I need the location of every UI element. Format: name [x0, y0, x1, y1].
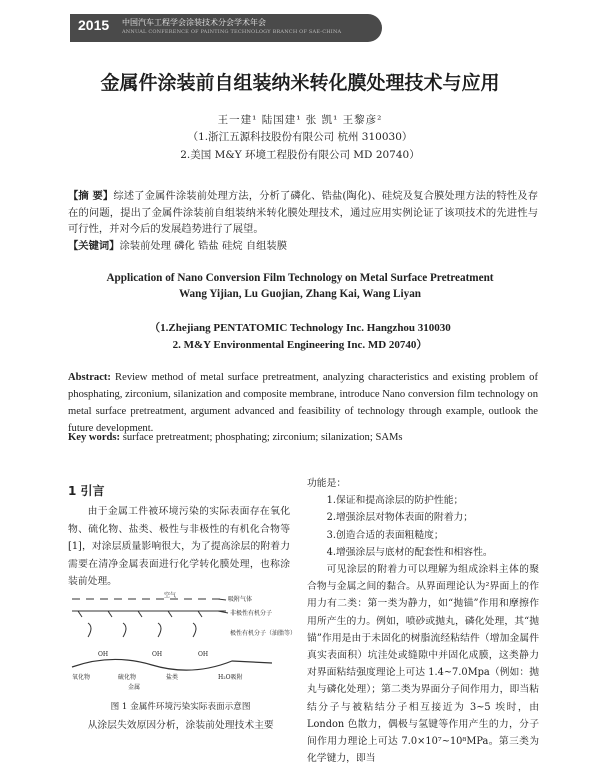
function-item-4: 4.增强涂层与底材的配套性和相容性。	[326, 546, 493, 558]
abstract-cn-text: 综述了金属件涂装前处理方法，分析了磷化、锆盐(陶化)、硅烷及复合膜处理方法的特性及存在的问题，提出了金属件涂装前自组装纳米转化膜处理技术，通过应用实例论证了该项技术的先进性与可行性，并对今后的发展趋势进行了展望。	[68, 190, 538, 235]
right-column	[307, 475, 539, 767]
authors-en: Wang Yijian, Lu Guojian, Zhang Kai, Wang Liyan	[178, 288, 422, 300]
fig-pointer-gas	[218, 599, 226, 600]
abstract-cn-label: 【摘 要】	[68, 190, 114, 202]
keywords-en-label: Key words:	[68, 432, 121, 443]
fig-nonpolar-molecules	[78, 611, 202, 617]
surface-contamination-figure	[68, 589, 297, 691]
fig-label-adsorbed-gas: 吸附气体	[228, 596, 253, 603]
fig-label-polar: 极性有机分子（油脂等）	[230, 630, 297, 637]
affiliations-en	[0, 320, 600, 354]
intro-paragraph: 由于金属工件被环境污染的实际表面存在氧化物、硫化物、盐类、极性与非极性的有机化合物等[1]，对涂层质量影响很大，为了提高涂层的附着力需要在清净金属表面进行化学转化膜处理，也称涂装前处理。	[68, 506, 290, 587]
figure-caption: 图 1 金属件环境污染实际表面示意图	[110, 702, 251, 712]
fig-label-sulfide: 硫化物	[118, 674, 137, 681]
abstract-cn	[68, 188, 538, 254]
header-conference-name-en: ANNUAL CONFERENCE OF PAINTING TECHNOLOGY BRANCH OF SAE-CHINA	[122, 29, 342, 35]
paper-title: 金属件涂装前自组装纳米转化膜处理技术与应用	[100, 72, 500, 94]
fig-label-oh-2: OH	[152, 651, 163, 658]
affiliation-en-1: （1.Zhejiang PENTATOMIC Technology Inc. Hangzhou 310030	[149, 322, 451, 334]
fig-label-oh-3: OH	[198, 651, 209, 658]
affiliation-en-2: 2. M&Y Environmental Engineering Inc. MD 20740）	[172, 339, 428, 351]
function-item-3: 3.创造合适的表面粗糙度；	[326, 529, 444, 541]
function-item-2: 2.增强涂层对物体表面的附着力；	[326, 512, 474, 524]
fig-label-oxide: 氧化物	[72, 674, 91, 681]
fig-label-air: 空气	[164, 592, 177, 599]
section-heading-intro: 1 引言	[68, 484, 105, 498]
function-item-1: 1.保证和提高涂层的防护性能；	[326, 495, 464, 507]
paper-title-en	[0, 270, 600, 302]
title-en: Application of Nano Conversion Film Technology on Metal Surface Pretreatment	[106, 272, 494, 284]
fig-label-water: H₂O吸附	[218, 674, 243, 681]
fig-label-nonpolar: 非极性有机分子	[230, 610, 273, 617]
conference-header-banner	[70, 14, 382, 42]
header-conference-name: 中国汽车工程学会涂装技术分会学术年会	[122, 18, 266, 27]
fig-label-salt: 盐类	[166, 674, 179, 681]
adhesion-paragraph: 可见涂层的附着力可以理解为组成涂料主体的聚合物与金属之间的黏合。从界面理论认为²界面上的作用力有二类：第一类为静力，如“抛锚”作用和摩擦作用所产生的力。例如，喷砂或抛丸，磷化处理，其“抛锚”作用是由于未固化的树脂流经粘结件（增加金属件真实表面积）坑洼处或缝隙中并固化成膜，这类静力对界面粘结强度理论上可达 1.4~7.0Mpa（例如：抛丸与磷化处理）；第二类为界面分子间作用力，即当粘结分子与被粘结分子相互接近为 3~5 埃时，由 London 色散力，偶极与氢键等作用产生的力，分子间作用力理论上可达 7.0×10⁷~10⁸MPa。第三类为化学键力，即当	[307, 564, 539, 765]
header-year: 2015	[78, 17, 110, 33]
fig-label-metal: 金属	[128, 684, 141, 691]
keywords-cn-text: 涂装前处理 磷化 锆盐 硅烷 自组装膜	[119, 239, 288, 252]
abstract-en-label: Abstract:	[68, 372, 111, 383]
keywords-en-text: surface pretreatment; phosphating; zirconium; silanization; SAMs	[122, 432, 403, 443]
fig-polar-molecules	[88, 623, 196, 637]
keywords-cn-label: 【关键词】	[68, 239, 120, 252]
fig-surface-line	[72, 659, 272, 670]
affiliation-2: 2.美国 M&Y 环境工程股份有限公司 MD 20740）	[180, 149, 420, 161]
keywords-en	[68, 432, 538, 443]
authors: 王一建¹ 陆国建¹ 张 凯¹ 王黎彦²	[217, 114, 383, 126]
left-column-continued: 从涂层失效原因分析，涂装前处理技术主要	[87, 720, 274, 731]
right-col-lead: 功能是：	[307, 478, 347, 489]
affiliation-1: （1.浙江五源科技股份有限公司 杭州 310030）	[187, 131, 413, 143]
fig-label-oh-1: OH	[98, 651, 109, 658]
abstract-en	[68, 369, 538, 437]
abstract-en-text: Review method of metal surface pretreatment, analyzing characteristics and existing problem of phosphating, zirconium, silanization and composite membrane, introduce Nano conversion film technology on metal surface pretreatment, argument advanced and feasibility of technology through example, outlook the future development.	[68, 372, 538, 434]
